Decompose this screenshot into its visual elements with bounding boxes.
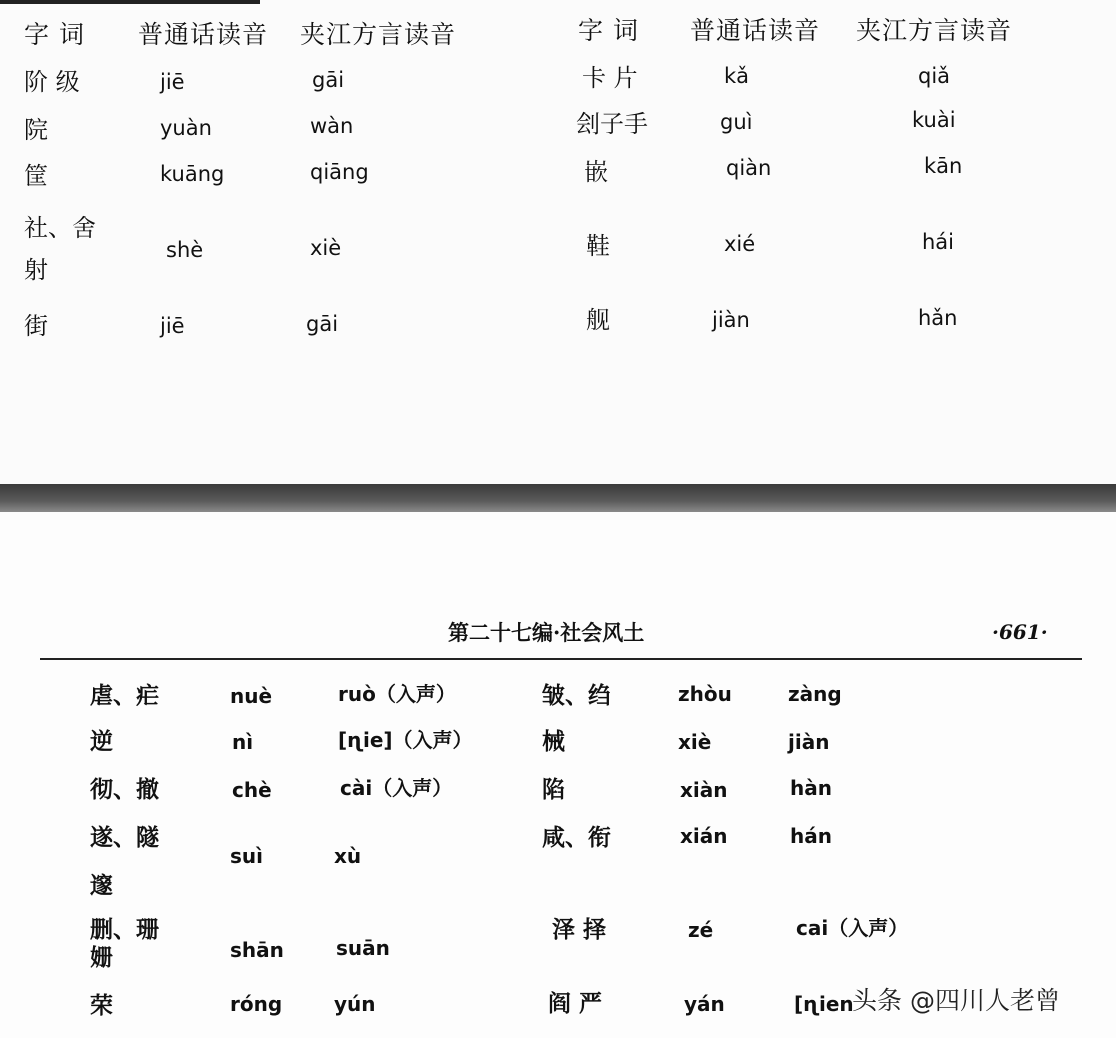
watermark: 头条 @四川人老曾 [852,986,1060,1015]
table-cell-word-line1: 遂、隧 [90,824,159,851]
table-cell-word-line2: 邃 [90,872,113,899]
table-cell-dialect: [ɳien [794,992,854,1016]
table-cell-dialect: hǎn [918,306,958,330]
header-mandarin-left: 普通话读音 [138,20,269,49]
table-cell-mandarin: zhòu [678,682,732,706]
header-mandarin-right: 普通话读音 [690,16,821,45]
table-cell-word: 院 [24,116,48,144]
table-cell-word-line1: 删、珊 [90,916,159,943]
table-cell-mandarin: nuè [230,684,273,708]
table-cell-word: 泽 择 [552,916,607,943]
table-cell-mandarin: zé [688,918,714,942]
table-cell-word: 荣 [90,992,113,1019]
table-cell-word: 街 [24,312,48,340]
table-cell-dialect: qiǎ [918,64,951,88]
table-cell-mandarin: jiàn [712,308,750,332]
header-dialect-right: 夹江方言读音 [856,16,1013,45]
table-cell-mandarin: xiè [678,730,712,754]
table-cell-word-line2: 姗 [90,944,113,971]
table-cell-mandarin: yuàn [160,116,212,140]
table-cell-word: 鞋 [586,232,610,260]
table-cell-mandarin: guì [720,110,753,134]
running-head: 第二十七编·社会风土 [448,620,645,645]
table-cell-dialect: wàn [310,114,354,138]
table-cell-dialect: hàn [790,776,832,800]
table-cell-dialect: xù [334,844,362,868]
table-cell-mandarin: suì [230,844,263,868]
table-cell-word: 嵌 [584,158,608,186]
table-cell-word: 虐、疟 [90,682,159,709]
table-cell-word: 阎 严 [548,990,603,1017]
table-cell-dialect: gāi [312,68,345,92]
table-cell-dialect: cài（入声） [340,776,453,800]
table-cell-mandarin: xián [680,824,728,848]
table-cell-mandarin: kǎ [724,64,750,88]
table-cell-mandarin: xiàn [680,778,728,802]
bottom-page-scan [0,512,1116,1038]
table-cell-dialect: zàng [788,682,842,706]
table-cell-word: 刽子手 [576,110,648,138]
table-cell-word: 彻、撤 [90,776,159,803]
table-cell-dialect: hán [790,824,832,848]
header-rule [40,658,1082,660]
table-cell-mandarin: qiàn [726,156,772,180]
table-cell-word: 械 [542,728,565,755]
table-cell-dialect: gāi [306,312,339,336]
table-cell-word: 阶 级 [24,68,80,96]
table-cell-dialect: [ɳie]（入声） [338,728,473,752]
table-cell-mandarin: chè [232,778,272,802]
header-word-left: 字 词 [24,20,85,49]
cut-off-text-edge [0,0,260,4]
table-cell-word: 咸、衔 [542,824,611,851]
table-cell-dialect: qiāng [310,160,369,184]
table-cell-mandarin: shè [166,238,204,262]
table-cell-word: 筐 [24,162,48,190]
table-cell-word: 卡 片 [582,64,638,92]
header-word-right: 字 词 [578,16,639,45]
table-cell-dialect: ruò（入声） [338,682,456,706]
table-cell-dialect: suān [336,936,390,960]
table-cell-dialect: hái [922,230,955,254]
table-cell-mandarin: jiē [160,70,185,94]
table-cell-dialect: kuài [912,108,956,132]
table-cell-mandarin: nì [232,730,254,754]
table-cell-mandarin: yán [684,992,725,1016]
table-cell-dialect: cai（入声） [796,916,909,940]
table-cell-word: 逆 [90,728,113,755]
page-number: ·661· [992,620,1048,644]
table-cell-mandarin: kuāng [160,162,225,186]
table-cell-dialect: yún [334,992,376,1016]
table-cell-word-line2: 射 [24,256,48,284]
header-dialect-left: 夹江方言读音 [300,20,457,49]
table-cell-word-line1: 社、舍 [24,214,96,242]
table-cell-mandarin: xié [724,232,756,256]
table-cell-word: 舰 [586,306,610,334]
table-cell-dialect: kān [924,154,963,178]
table-cell-word: 陷 [542,776,565,803]
table-cell-dialect: xiè [310,236,342,260]
table-cell-mandarin: jiē [160,314,185,338]
image-divider-bar [0,484,1116,512]
table-cell-word: 皱、绉 [542,682,611,709]
table-cell-dialect: jiàn [788,730,830,754]
table-cell-mandarin: shān [230,938,284,962]
table-cell-mandarin: róng [230,992,283,1016]
